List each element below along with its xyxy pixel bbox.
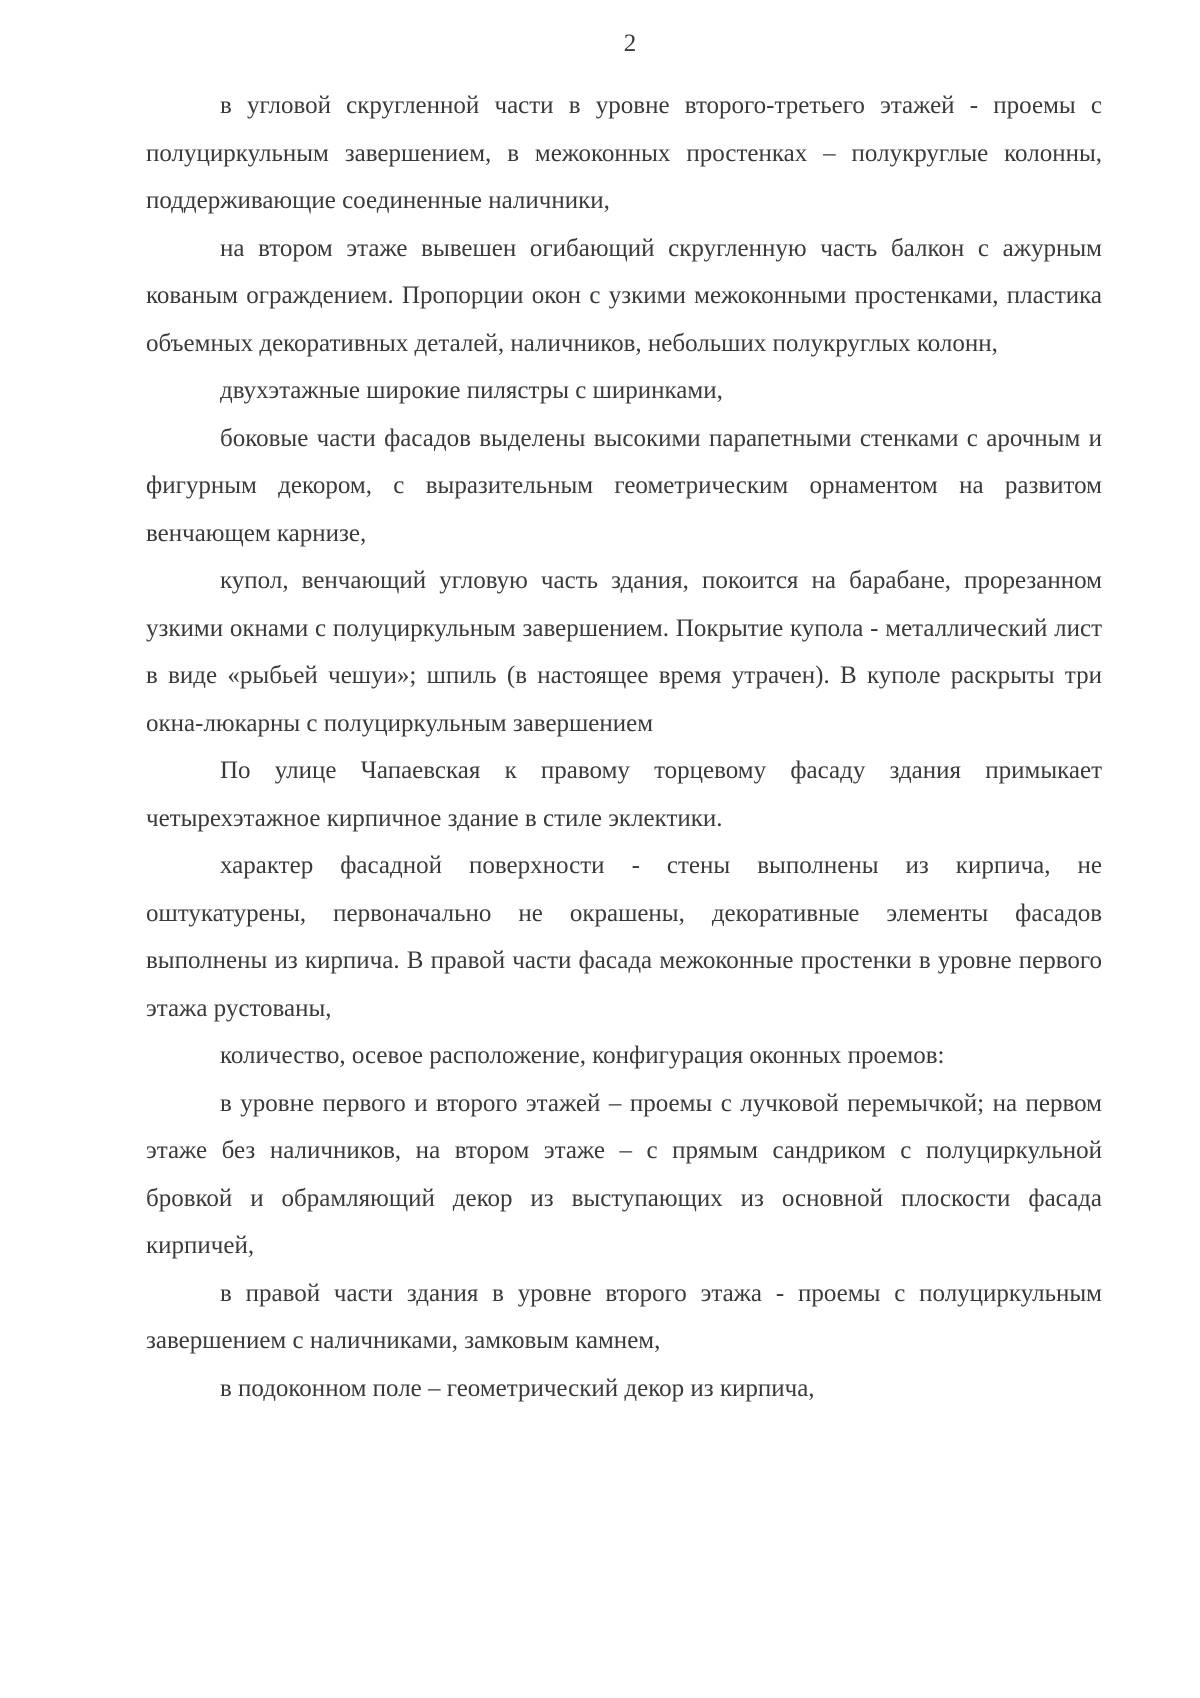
paragraph-corner-openings: в угловой скругленной части в уровне второго-третьего этажей - проемы с полуциркульным завершением, в межоконных простенках – полукруглые колонны, поддерживающие соединенные наличники, bbox=[146, 92, 1102, 214]
paragraph-right-part: в правой части здания в уровне второго этажа - проемы с полуциркульным завершением с наличниками, замковым камнем, bbox=[146, 1279, 1102, 1354]
paragraph-first-second-floor: в уровне первого и второго этажей – проемы с лучковой перемычкой; на первом этаже без наличников, на втором этаже – с прямым сандриком с полуциркульной бровкой и обрамляющий декор из выступающих из основной плоскости фасада кирпичей, bbox=[146, 1089, 1102, 1259]
paragraph-balcony: на втором этаже вывешен огибающий скругленную часть балкон с ажурным кованым ограждением. Пропорции окон с узкими межоконными простенками, пластика объемных декоративных деталей, наличников, небольших полукруглых колонн, bbox=[146, 234, 1102, 357]
document-body bbox=[146, 82, 1102, 1412]
paragraph-sill-decor: в подоконном поле – геометрический декор из кирпича, bbox=[220, 1374, 815, 1402]
page-number: 2 bbox=[623, 30, 637, 57]
paragraph-dome: купол, венчающий угловую часть здания, покоится на барабане, прорезанном узкими окнами с полуциркульным завершением. Покрытие купола - металлический лист в виде «рыбьей чешуи»; шпиль (в настоящее время утрачен). В куполе раскрыты три окна-люкарны с полуциркульным завершением bbox=[146, 567, 1102, 737]
paragraph-facade-surface: характер фасадной поверхности - стены выполнены из кирпича, не оштукатурены, первоначально не окрашены, декоративные элементы фасадов выполнены из кирпича. В правой части фасада межоконные простенки в уровне первого этажа рустованы, bbox=[146, 852, 1102, 1022]
paragraph-adjacent-building: По улице Чапаевская к правому торцевому фасаду здания примыкает четырехэтажное кирпичное здание в стиле эклектики. bbox=[146, 757, 1102, 832]
paragraph-window-openings: количество, осевое расположение, конфигурация оконных проемов: bbox=[220, 1042, 945, 1069]
paragraph-side-facades: боковые части фасадов выделены высокими парапетными стенками с арочным и фигурным декором, с выразительным геометрическим орнаментом на развитом венчающем карнизе, bbox=[146, 424, 1102, 547]
paragraph-pilasters: двухэтажные широкие пилястры с ширинками, bbox=[220, 377, 723, 404]
